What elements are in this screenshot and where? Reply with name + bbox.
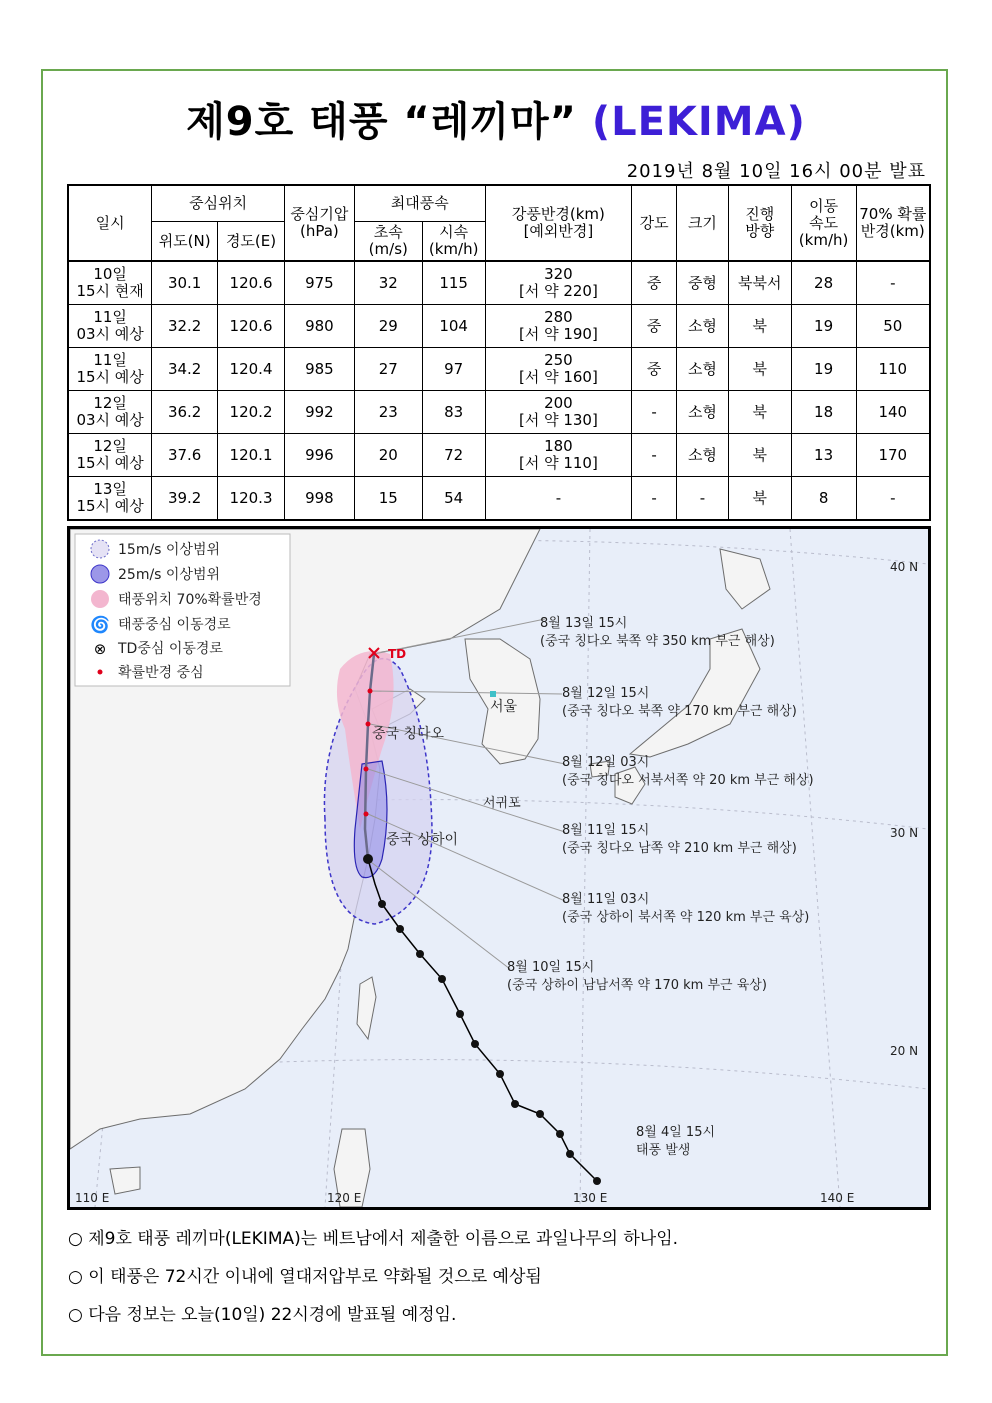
header-direction: 진행 방향 [728, 185, 791, 261]
cell-dir: 북북서 [728, 261, 791, 305]
annot-0-l2: (중국 칭다오 북쪽 약 350 km 부근 해상) [540, 634, 775, 649]
cell-ms: 15 [354, 477, 422, 521]
cell-size: 소형 [677, 348, 729, 391]
place-qingdao: 중국 칭다오 [372, 726, 445, 742]
annot-3-l2: (중국 칭다오 남쪽 약 210 km 부근 해상) [562, 841, 797, 856]
header-speed: 이동 속도 (km/h) [791, 185, 856, 261]
cell-lon: 120.6 [218, 305, 285, 348]
title-korean: 제9호 태풍 “레끼마” [186, 99, 577, 145]
cell-time: 13일 15시 예상 [68, 477, 152, 521]
lat-label-20: 20 N [890, 1044, 919, 1058]
annot-5-l1: 8월 10일 15시 [507, 960, 595, 975]
header-maxwind: 최대풍속 [354, 185, 485, 222]
annot-1-l2: (중국 칭다오 북쪽 약 170 km 부근 해상) [562, 704, 797, 719]
forecast-rows [68, 261, 930, 520]
lon-label-110: 110 E [75, 1191, 110, 1205]
cell-kmh: 83 [422, 391, 485, 434]
cell-prob: 170 [856, 434, 930, 477]
place-seogwipo: 서귀포 [483, 796, 521, 811]
cell-time: 10일 15시 현재 [68, 261, 152, 305]
annot-4-l1: 8월 11일 03시 [562, 892, 650, 907]
table-row [68, 391, 930, 434]
cell-int: - [632, 434, 677, 477]
cell-radius: 320 [서 약 220] [485, 261, 632, 305]
cell-lon: 120.4 [218, 348, 285, 391]
cell-lon: 120.2 [218, 391, 285, 434]
table-row [68, 348, 930, 391]
legend-label-4: TD중심 이동경로 [118, 641, 223, 657]
cell-spd: 8 [791, 477, 856, 521]
header-radius: 강풍반경(km) [예외반경] [485, 185, 632, 261]
cell-dir: 북 [728, 348, 791, 391]
lat-label-30: 30 N [890, 826, 919, 840]
page-title [0, 90, 992, 147]
header-datetime: 일시 [68, 185, 152, 261]
typhoon-symbol-icon: 🌀 [90, 615, 110, 634]
header-kmh: 시속 (km/h) [422, 222, 485, 262]
cell-lat: 32.2 [152, 305, 218, 348]
cell-spd: 28 [791, 261, 856, 305]
map-legend [75, 534, 290, 686]
cell-lon: 120.3 [218, 477, 285, 521]
cell-prob: 140 [856, 391, 930, 434]
lon-label-140: 140 E [820, 1191, 855, 1205]
cell-dir: 북 [728, 477, 791, 521]
cell-ms: 32 [354, 261, 422, 305]
header-ms: 초속 (m/s) [354, 222, 422, 262]
issued-time: 2019년 8월 10일 16시 00분 발표 [626, 161, 926, 182]
header-intensity: 강도 [632, 185, 677, 261]
cell-pres: 980 [284, 305, 354, 348]
lon-label-130: 130 E [573, 1191, 608, 1205]
cell-spd: 13 [791, 434, 856, 477]
cell-time: 11일 03시 예상 [68, 305, 152, 348]
header-lat: 위도(N) [152, 222, 218, 262]
table-row [68, 434, 930, 477]
cell-lat: 34.2 [152, 348, 218, 391]
cell-time: 11일 15시 예상 [68, 348, 152, 391]
cell-radius: 250 [서 약 160] [485, 348, 632, 391]
cell-int: - [632, 477, 677, 521]
cell-size: 소형 [677, 391, 729, 434]
cell-lon: 120.6 [218, 261, 285, 305]
cell-ms: 27 [354, 348, 422, 391]
cell-ms: 23 [354, 391, 422, 434]
cell-kmh: 115 [422, 261, 485, 305]
lon-label-120: 120 E [327, 1191, 362, 1205]
td-label: TD [388, 647, 407, 661]
forecast-table [67, 184, 931, 521]
table-row [68, 261, 930, 305]
cell-lat: 39.2 [152, 477, 218, 521]
cell-radius: - [485, 477, 632, 521]
cell-dir: 북 [728, 305, 791, 348]
lat-label-40: 40 N [890, 560, 919, 574]
cell-lat: 37.6 [152, 434, 218, 477]
cell-pres: 985 [284, 348, 354, 391]
note-2: ○ 다음 정보는 오늘(10일) 22시경에 발표될 예정임. [68, 1305, 457, 1325]
cell-pres: 998 [284, 477, 354, 521]
cell-kmh: 72 [422, 434, 485, 477]
map-svg [70, 529, 928, 1207]
annot-6-l1: 8월 4일 15시 [636, 1125, 716, 1140]
cell-pres: 996 [284, 434, 354, 477]
cell-spd: 19 [791, 305, 856, 348]
table-row [68, 305, 930, 348]
notes [68, 1220, 678, 1334]
cell-size: - [677, 477, 729, 521]
header-center: 중심위치 [152, 185, 285, 222]
legend-label-1: 25m/s 이상범위 [118, 567, 221, 583]
cell-ms: 29 [354, 305, 422, 348]
header-lon: 경도(E) [218, 222, 285, 262]
annot-1-l1: 8월 12일 15시 [562, 686, 650, 701]
cell-lon: 120.1 [218, 434, 285, 477]
cell-size: 소형 [677, 434, 729, 477]
title-english: (LEKIMA) [591, 99, 806, 145]
annot-5-l2: (중국 상하이 남남서쪽 약 170 km 부근 육상) [507, 978, 767, 993]
pink-circle-icon [91, 590, 109, 608]
cell-int: - [632, 391, 677, 434]
cell-spd: 19 [791, 348, 856, 391]
note-1: ○ 이 태풍은 72시간 이내에 열대저압부로 약화될 것으로 예상됨 [68, 1267, 542, 1287]
annot-6-l2: 태풍 발생 [636, 1143, 691, 1158]
cell-pres: 992 [284, 391, 354, 434]
note-0: ○ 제9호 태풍 레끼마(LEKIMA)는 베트남에서 제출한 이름으로 과일나무의 하나임. [68, 1229, 679, 1249]
cell-kmh: 54 [422, 477, 485, 521]
cell-spd: 18 [791, 391, 856, 434]
red-dot-icon [98, 670, 103, 675]
cell-dir: 북 [728, 391, 791, 434]
annot-2-l2: (중국 칭다오 서북서쪽 약 20 km 부근 해상) [562, 773, 814, 788]
cell-prob: - [856, 261, 930, 305]
legend-label-5: 확률반경 중심 [118, 665, 204, 681]
dotted-circle-icon [91, 540, 109, 558]
cell-kmh: 97 [422, 348, 485, 391]
td-legend-icon: ⊗ [93, 640, 107, 658]
cell-lat: 36.2 [152, 391, 218, 434]
seoul-marker [490, 691, 496, 697]
cell-radius: 200 [서 약 130] [485, 391, 632, 434]
place-seoul: 서울 [490, 699, 518, 715]
annot-2-l1: 8월 12일 03시 [562, 755, 650, 770]
cell-prob: - [856, 477, 930, 521]
cell-time: 12일 03시 예상 [68, 391, 152, 434]
annot-4-l2: (중국 상하이 북서쪽 약 120 km 부근 육상) [562, 910, 810, 925]
cell-dir: 북 [728, 434, 791, 477]
cell-time: 12일 15시 예상 [68, 434, 152, 477]
cell-kmh: 104 [422, 305, 485, 348]
place-shanghai: 중국 상하이 [386, 832, 459, 848]
annot-3-l1: 8월 11일 15시 [562, 823, 650, 838]
cell-size: 중형 [677, 261, 729, 305]
cell-lat: 30.1 [152, 261, 218, 305]
cell-size: 소형 [677, 305, 729, 348]
cell-int: 중 [632, 261, 677, 305]
cell-radius: 280 [서 약 190] [485, 305, 632, 348]
current-typhoon-icon [363, 854, 373, 864]
cell-prob: 50 [856, 305, 930, 348]
cell-ms: 20 [354, 434, 422, 477]
header-prob: 70% 확률 반경(km) [856, 185, 930, 261]
header-size: 크기 [677, 185, 729, 261]
legend-label-0: 15m/s 이상범위 [118, 542, 221, 558]
legend-label-2: 태풍위치 70%확률반경 [118, 592, 262, 608]
blue-circle-icon [91, 565, 109, 583]
legend-label-3: 태풍중심 이동경로 [118, 617, 231, 633]
header-pressure: 중심기압 (hPa) [284, 185, 354, 261]
cell-radius: 180 [서 약 110] [485, 434, 632, 477]
table-row [68, 477, 930, 521]
cell-int: 중 [632, 305, 677, 348]
cell-int: 중 [632, 348, 677, 391]
annot-0-l1: 8월 13일 15시 [540, 616, 628, 631]
cell-prob: 110 [856, 348, 930, 391]
typhoon-track-map [67, 526, 931, 1210]
cell-pres: 975 [284, 261, 354, 305]
